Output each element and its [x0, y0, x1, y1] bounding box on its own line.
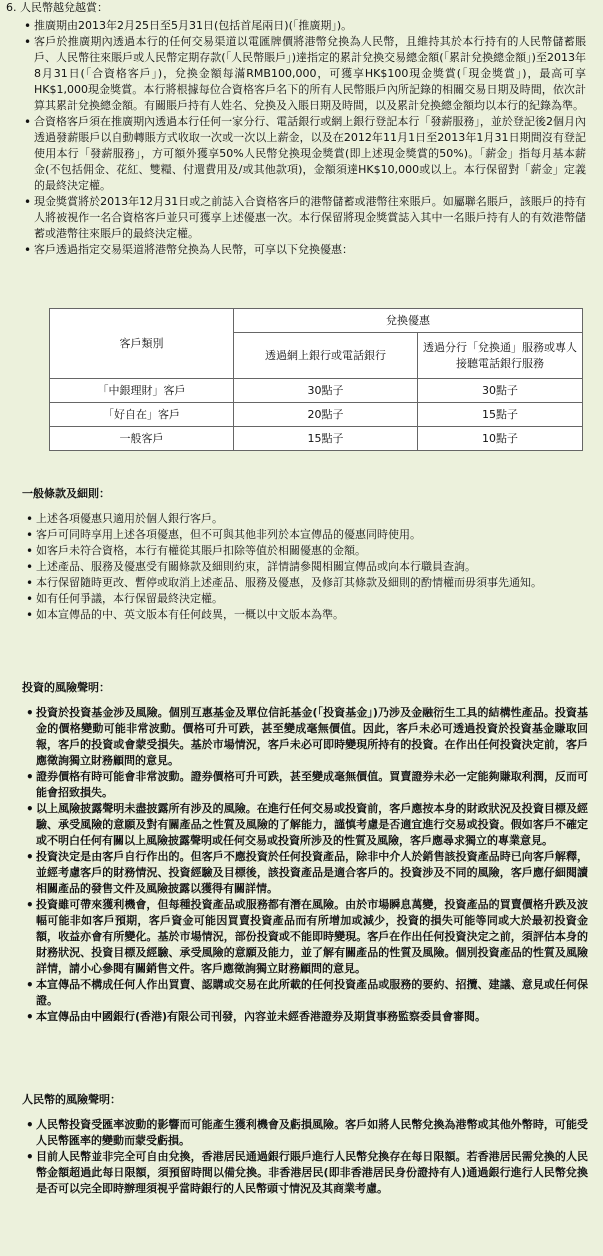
investment-risk-list	[22, 705, 588, 1025]
offer-table	[49, 308, 583, 451]
rmb-risk-list	[22, 1117, 588, 1197]
table-cell: 20點子	[234, 403, 418, 427]
list-item: • 證券價格有時可能會非常波動。證券價格可升可跌，甚至變成毫無價值。買賣證券未必一定能夠賺取利潤，反而可能會招致損失。	[36, 769, 588, 801]
table-cell: 一般客戶	[50, 427, 234, 451]
table-header-group: 兌換優惠	[234, 309, 583, 333]
list-item: • 本宣傳品由中國銀行(香港)有限公司刊發，內容並未經香港證券及期貨事務監察委員會審閱。	[36, 1009, 588, 1025]
list-item: • 如本宣傳品的中、英文版本有任何歧異，一概以中文版本為準。	[36, 607, 588, 623]
table-cell: 30點子	[418, 379, 583, 403]
table-cell: 「中銀理財」客戶	[50, 379, 234, 403]
list-item: • 本行保留隨時更改、暫停或取消上述產品、服務及優惠，及修訂其條款及細則的酌情權而毋須事先通知。	[36, 575, 588, 591]
table-cell: 30點子	[234, 379, 418, 403]
list-item: • 現金獎賞將於2013年12月31日或之前誌入合資格客戶的港幣儲蓄或港幣往來賬戶。如屬聯名賬戶，該賬戶的持有人將被視作一名合資格客戶並只可獲享上述優惠一次。本行保留將現金獎賞誌入其中一名賬戶持有人的有效港幣儲蓄或港幣往來賬戶的最終決定權。	[34, 194, 586, 242]
table-row	[50, 427, 583, 451]
table-header-channel-branch: 透過分行「兌換通」服務或專人接聽電話銀行服務	[418, 333, 583, 379]
section-6	[6, 0, 586, 258]
general-terms-title: 一般條款及細則：	[22, 487, 110, 500]
rmb-risk-title: 人民幣的風險聲明：	[22, 1093, 121, 1106]
general-terms-section	[22, 486, 588, 623]
table-header-channel-online: 透過網上銀行或電話銀行	[234, 333, 418, 379]
table-cell: 15點子	[234, 427, 418, 451]
section-6-title: 6. 人民幣越兌越賞：	[6, 1, 108, 14]
table-cell: 15點子	[418, 403, 583, 427]
list-item: • 目前人民幣並非完全可自由兌換，香港居民通過銀行賬戶進行人民幣兌換存在每日限額。若香港居民需兌換的人民幣金額超過此每日限額，須預留時間以備兌換。非香港居民(即非香港居民身份證持有人)通過銀行進行人民幣兌換是否可以完全即時辦理須視乎當時銀行的人民幣頭寸情況及其商業考慮。	[36, 1149, 588, 1197]
general-terms-list	[22, 511, 588, 623]
section-6-list	[6, 18, 586, 258]
list-item: • 如客戶未符合資格，本行有權從其賬戶扣除等值於相關優惠的金額。	[36, 543, 588, 559]
list-item: • 投資決定是由客戶自行作出的。但客戶不應投資於任何投資產品，除非中介人於銷售該投資產品時已向客戶解釋，並經考慮客戶的財務情況、投資經驗及目標後，該投資產品是適合客戶的。投資涉及不同的風險，客戶應仔細閱讀相關產品的發售文件及風險披露以獲得有關詳情。	[36, 849, 588, 897]
list-item: • 推廣期由2013年2月25日至5月31日(包括首尾兩日)(「推廣期」)。	[34, 18, 586, 34]
list-item: • 以上風險披露聲明未盡披露所有涉及的風險。在進行任何交易或投資前，客戶應按本身的財政狀況及投資目標及經驗、承受風險的意願及對有關產品之性質及風險的了解能力，謹慎考慮是否適宜進行交易或投資。假如客戶不確定或不明白任何有關以上風險披露聲明或任何交易或投資所涉及的性質及風險，客戶應尋求獨立的專業意見。	[36, 801, 588, 849]
table-cell: 10點子	[418, 427, 583, 451]
table-cell: 「好自在」客戶	[50, 403, 234, 427]
list-item: • 投資於投資基金涉及風險。個別互惠基金及單位信託基金(「投資基金」)乃涉及金融衍生工具的結構性產品。投資基金的價格變動可能非常波動。價格可升可跌，甚至變成毫無價值。因此，客戶未必可透過投資於投資基金賺取回報，客戶的投資或會蒙受損失。基於市場情況，客戶未必可即時變現所持有的投資。在作出任何投資決定前，客戶應徵詢獨立財務顧問的意見。	[36, 705, 588, 769]
list-item: • 客戶透過指定交易渠道將港幣兌換為人民幣，可享以下兌換優惠：	[34, 242, 586, 258]
table-header-category: 客戶類別	[50, 309, 234, 379]
list-item: • 客戶於推廣期內透過本行的任何交易渠道以電匯牌價將港幣兌換為人民幣，且維持其於本行持有的人民幣儲蓄賬戶、人民幣往來賬戶或人民幣定期存款(「人民幣賬戶」)達指定的累計兌換交易總金額(「累計兌換總金額」)至2013年8月31日(「合資格客戶」)，兌換金額每滿RMB100,000，可獲享HK$100現金獎賞(「現金獎賞」)，最高可享HK$1,000現金獎賞。本行將根據每位合資格客戶名下的所有人民幣賬戶內所記錄的相關交易日期及時間，依次計算其累計兌換總金額。有關賬戶持有人姓名、兌換及入賬日期及時間，以及累計兌換總金額均以本行的紀錄為準。	[34, 34, 586, 114]
list-item: • 人民幣投資受匯率波動的影響而可能產生獲利機會及虧損風險。客戶如將人民幣兌換為港幣或其他外幣時，可能受人民幣匯率的變動而蒙受虧損。	[36, 1117, 588, 1149]
table-row	[50, 403, 583, 427]
investment-risk-title: 投資的風險聲明：	[22, 681, 110, 694]
rmb-risk-section	[22, 1092, 588, 1197]
list-item: • 上述產品、服務及優惠受有關條款及細則約束，詳情請參閱相關宣傳品或向本行職員查詢。	[36, 559, 588, 575]
table-row	[50, 379, 583, 403]
list-item: • 投資雖可帶來獲利機會，但每種投資產品或服務都有潛在風險。由於市場瞬息萬變，投資產品的買賣價格升跌及波幅可能非如客戶預期，客戶資金可能因買賣投資產品而有所增加或減少，投資的損失可能等同或大於最初投資金額，收益亦會有所變化。基於市場情況，部份投資或不能即時變現。客戶在作出任何投資決定之前，須評估本身的財務狀況、投資目標及經驗、承受風險的意願及能力，並了解有關產品的性質及風險。個別投資產品的性質及風險詳情，請小心參閱有關銷售文件。客戶應徵詢獨立財務顧問的意見。	[36, 897, 588, 977]
list-item: • 上述各項優惠只適用於個人銀行客戶。	[36, 511, 588, 527]
list-item: • 本宣傳品不構成任何人作出買賣、認購或交易在此所載的任何投資產品或服務的要約、招攬、建議、意見或任何保證。	[36, 977, 588, 1009]
list-item: • 合資格客戶須在推廣期內透過本行任何一家分行、電話銀行或網上銀行登記本行「發薪服務」，並於登記後2個月內透過發薪賬戶以自動轉賬方式收取一次或一次以上薪金，以及在2012年11月1日至2013年1月31日期間沒有登記使用本行「發薪服務」，方可額外獲享50%人民幣兌換現金獎賞(即上述現金獎賞的50%)。「薪金」指每月基本薪金(不包括佣金、花紅、雙糧、付還費用及/或其他款項)，金額須達HK$10,000或以上。本行保留對「薪金」定義的最終決定權。	[34, 114, 586, 194]
list-item: • 客戶可同時享用上述各項優惠，但不可與其他非列於本宣傳品的優惠同時使用。	[36, 527, 588, 543]
investment-risk-section	[22, 680, 588, 1025]
list-item: • 如有任何爭議，本行保留最終決定權。	[36, 591, 588, 607]
